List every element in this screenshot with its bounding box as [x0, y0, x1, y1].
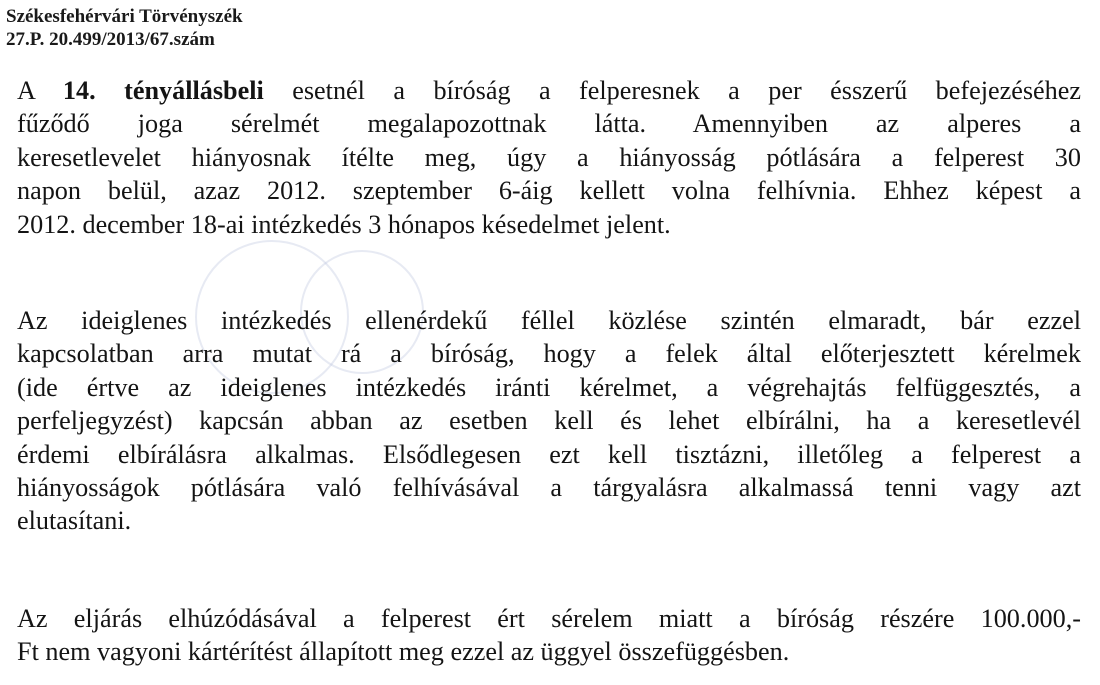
paragraph-1 — [17, 74, 1081, 241]
text-line: érdemi elbírálásra alkalmas. Elsődlegesen ezt kell tisztázni, illetőleg a felperest a — [17, 439, 1081, 469]
case-number: 27.P. 20.499/2013/67.szám — [6, 29, 215, 50]
text-line: elutasítani. — [17, 506, 132, 536]
court-name: Székesfehérvári Törvényszék — [6, 6, 243, 27]
paragraph-3 — [17, 602, 1081, 669]
text-line: hiányosságok pótlására való felhívásával a tárgyalásra alkalmassá tenni vagy azt — [17, 473, 1081, 503]
text-line: Ft nem vagyoni kártérítést állapított meg ezzel az üggyel összefüggésben. — [17, 637, 790, 667]
text-line: napon belül, azaz 2012. szeptember 6-áig kellett volna felhívnia. Ehhez képest a — [17, 176, 1081, 206]
text-line: keresetlevelet hiányosnak ítélte meg, úgy a hiányosság pótlására a felperest 30 — [17, 142, 1081, 172]
document-header — [6, 5, 243, 51]
paragraph-2 — [17, 304, 1081, 538]
text-line — [17, 74, 1081, 107]
text-line: 2012. december 18-ai intézkedés 3 hónapos késedelmet jelent. — [17, 209, 671, 239]
line-rest: esetnél a bíróság a felperesnek a per ésszerű befejezéséhez — [263, 76, 1082, 105]
bold-term: 14. tényállásbeli — [62, 76, 264, 105]
text-line: perfeljegyzést) kapcsán abban az esetben kell és lehet elbírálni, ha a keresetlevél — [17, 406, 1081, 436]
text-line: Az eljárás elhúzódásával a felperest ért sérelem miatt a bíróság részére 100.000,- — [17, 604, 1081, 633]
text-line: (ide értve az ideiglenes intézkedés iránti kérelmet, a végrehajtás felfüggesztés, a — [17, 372, 1081, 402]
text-line: kapcsolatban arra mutat rá a bíróság, hogy a felek által előterjesztett kérelmek — [17, 339, 1081, 369]
text-line: Az ideiglenes intézkedés ellenérdekű féllel közlése szintén elmaradt, bár ezzel — [17, 306, 1081, 335]
text-line: fűződő joga sérelmét megalapozottnak látta. Amennyiben az alperes a — [17, 109, 1081, 139]
line-prefix: A — [17, 76, 63, 105]
